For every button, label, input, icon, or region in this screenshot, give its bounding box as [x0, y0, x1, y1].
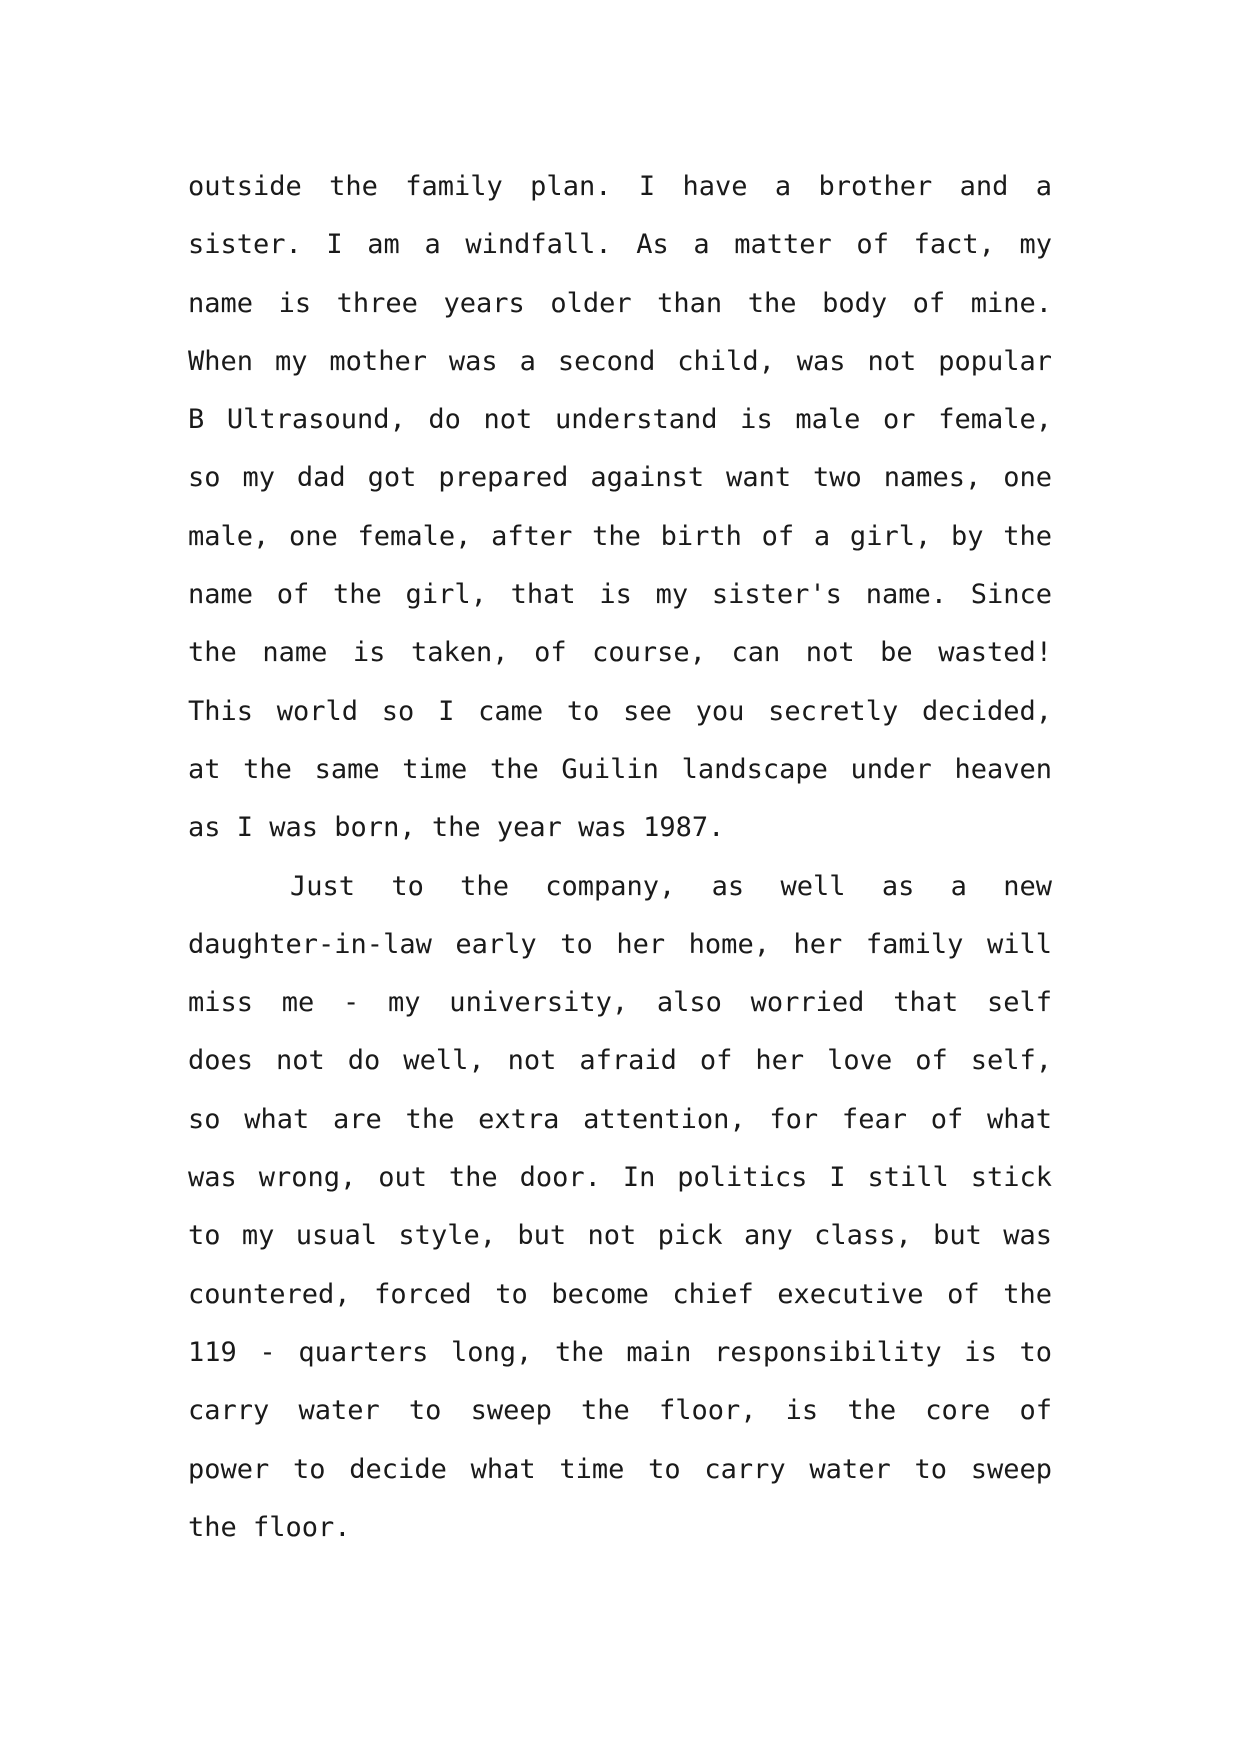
- text-line: countered, forced to become chief executive of the: [188, 1278, 1052, 1310]
- text-line: This world so I came to see you secretly decided,: [188, 695, 1052, 727]
- text-line: miss me - my university, also worried that self: [188, 987, 1052, 1019]
- text-line: to my usual style, but not pick any class, but was: [188, 1220, 1052, 1252]
- text-line: the name is taken, of course, can not be wasted!: [188, 637, 1052, 669]
- text-line: power to decide what time to carry water to sweep: [188, 1453, 1052, 1485]
- text-line: name of the girl, that is my sister's name. Since: [188, 579, 1052, 611]
- text-line: Just to the company, as well as a new: [290, 870, 1052, 902]
- text-line: carry water to sweep the floor, is the core of: [188, 1395, 1052, 1427]
- text-line: B Ultrasound, do not understand is male or female,: [188, 404, 1052, 436]
- text-line: was wrong, out the door. In politics I still stick: [188, 1162, 1052, 1194]
- text-line: the floor.: [188, 1511, 351, 1543]
- text-line: 119 - quarters long, the main responsibility is to: [188, 1336, 1052, 1368]
- text-line: sister. I am a windfall. As a matter of fact, my: [188, 229, 1052, 261]
- text-line: male, one female, after the birth of a girl, by the: [188, 520, 1052, 552]
- text-line: name is three years older than the body of mine.: [188, 287, 1052, 319]
- text-line: as I was born, the year was 1987.: [188, 812, 725, 844]
- paragraph-2: [188, 858, 1052, 1558]
- text-line: so what are the extra attention, for fear of what: [188, 1103, 1052, 1135]
- text-line: outside the family plan. I have a brother and a: [188, 171, 1052, 202]
- paragraph-1: [188, 158, 1052, 858]
- text-line: daughter-in-law early to her home, her family will: [188, 928, 1052, 960]
- document-body: [188, 158, 1052, 1557]
- text-line: at the same time the Guilin landscape under heaven: [188, 753, 1052, 785]
- text-line: so my dad got prepared against want two names, one: [188, 462, 1052, 494]
- text-line: does not do well, not afraid of her love of self,: [188, 1045, 1052, 1077]
- text-line: When my mother was a second child, was not popular: [188, 345, 1052, 377]
